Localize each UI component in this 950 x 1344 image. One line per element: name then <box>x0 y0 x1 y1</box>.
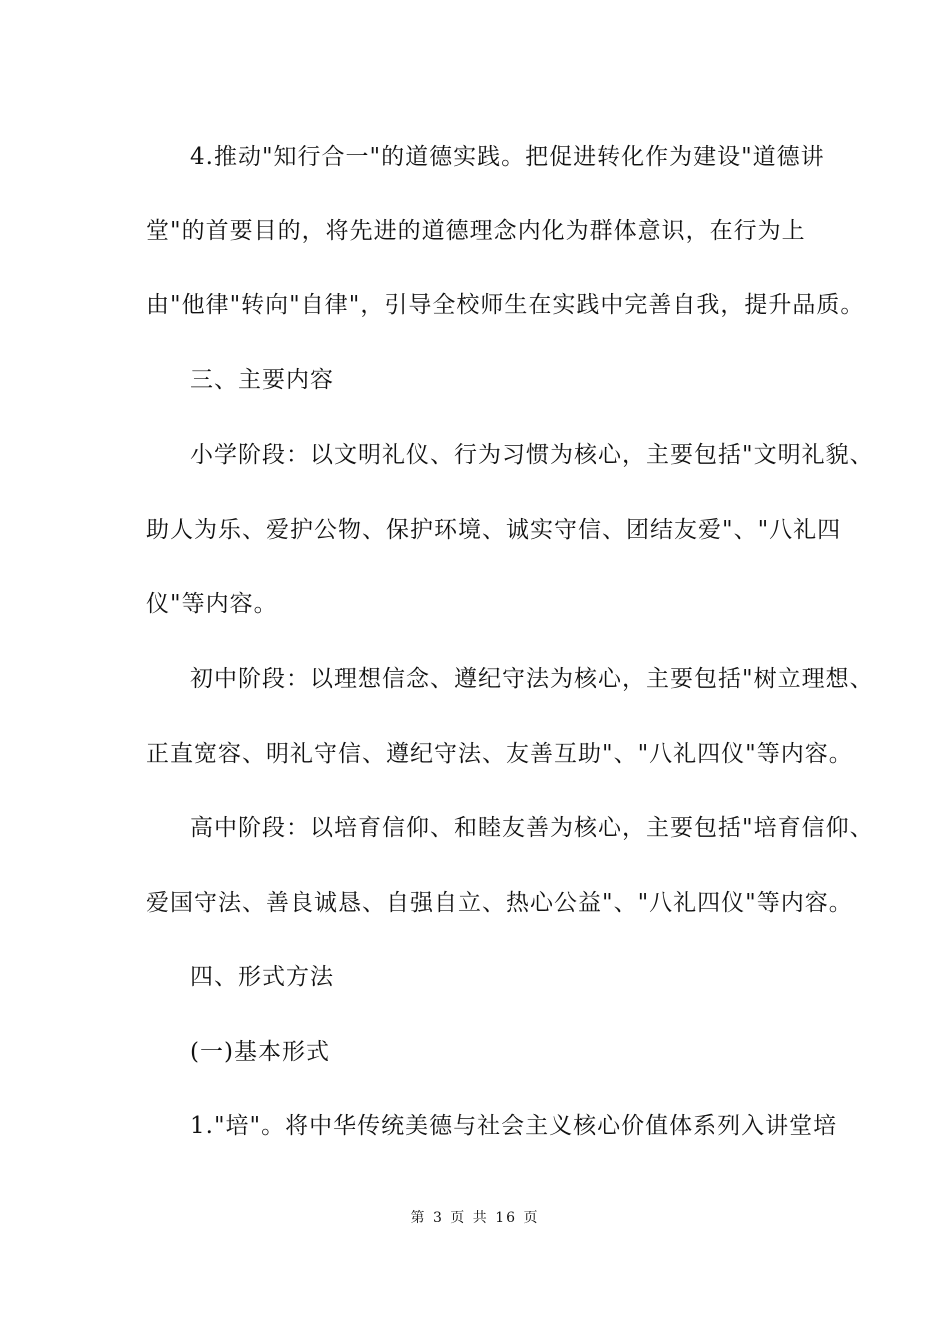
text-line: 仪"等内容。 <box>146 591 278 617</box>
text-line: 1."培"。将中华传统美德与社会主义核心价值体系列入讲堂培 <box>190 1113 838 1139</box>
text-line: 堂"的首要目的，将先进的道德理念内化为群体意识，在行为上 <box>146 218 806 244</box>
section-heading: 三、主要内容 <box>190 367 334 393</box>
text-line: 助人为乐、爱护公物、保护环境、诚实守信、团结友爱"、"八礼四 <box>146 517 842 543</box>
text-line: 由"他律"转向"自律"，引导全校师生在实践中完善自我，提升品质。 <box>146 292 865 318</box>
text-line: 爱国守法、善良诚恳、自强自立、热心公益"、"八礼四仪"等内容。 <box>146 890 853 916</box>
subsection-heading: (一)基本形式 <box>190 1039 330 1065</box>
text-line: 正直宽容、明礼守信、遵纪守法、友善互助"、"八礼四仪"等内容。 <box>146 741 853 767</box>
text-line: 小学阶段：以文明礼仪、行为习惯为核心，主要包括"文明礼貌、 <box>190 442 874 468</box>
text-line: 初中阶段：以理想信念、遵纪守法为核心，主要包括"树立理想、 <box>190 666 874 692</box>
text-line: 4.推动"知行合一"的道德实践。把促进转化作为建设"道德讲 <box>190 144 825 170</box>
page-number-footer: 第 3 页 共 16 页 <box>410 1210 540 1226</box>
text-line: 高中阶段：以培育信仰、和睦友善为核心，主要包括"培育信仰、 <box>190 815 874 841</box>
section-heading: 四、形式方法 <box>190 964 334 990</box>
